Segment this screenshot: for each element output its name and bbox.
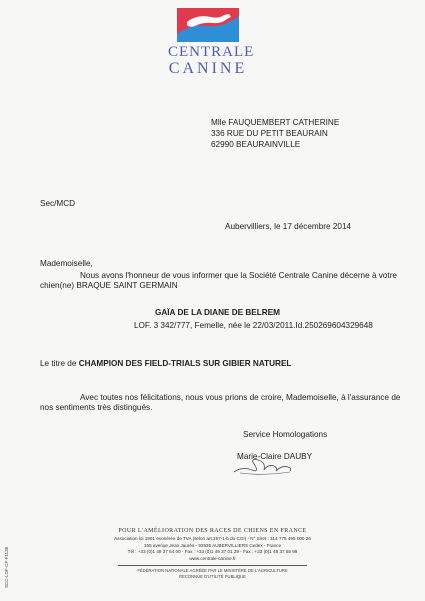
footer-address: 155 avenue Jean Jaurès - 93535 AUBERVILLIERS Cedex - France bbox=[143, 542, 282, 548]
title-line bbox=[40, 359, 291, 369]
salutation: Mademoiselle, bbox=[40, 259, 93, 268]
dog-details: LOF. 3 342/777, Femelle, née le 22/03/2011.Id.250269604329648 bbox=[134, 321, 373, 330]
recipient-street: 336 RUE DU PETIT BEAURAIN bbox=[211, 129, 328, 138]
brand-name-line1: CENTRALE bbox=[168, 44, 255, 60]
recipient-city: 62990 BEAURAINVILLE bbox=[211, 140, 301, 149]
closing-paragraph bbox=[40, 393, 400, 414]
award-title: CHAMPION DES FIELD-TRIALS SUR GIBIER NATUREL bbox=[78, 359, 292, 368]
body-line1: Nous avons l'honneur de vous informer que la Société Centrale Canine décerne à votre bbox=[80, 271, 397, 280]
footer-website: www.centrale-canine.fr bbox=[189, 555, 236, 561]
footer-federation: FÉDÉRATION NATIONALE AGRÉÉE PAR LE MINISTÈRE DE L'AGRICULTURE bbox=[137, 568, 288, 573]
centrale-canine-logo bbox=[168, 8, 255, 77]
recipient-address bbox=[211, 117, 339, 150]
footer-title: POUR L'AMÉLIORATION DES RACES DE CHIENS EN FRANCE bbox=[118, 528, 307, 534]
date-line: Aubervilliers, le 17 décembre 2014 bbox=[225, 222, 352, 231]
title-prefix: Le titre de bbox=[40, 359, 79, 368]
reference-code: Sec/MCD bbox=[40, 199, 76, 208]
footer-phone: Tél : +33 (0)1 49 37 54 00 - Fax : +33 (0)1 49 37 01 29 - Fax : +33 (0)1 49 37 55 99 bbox=[127, 549, 298, 554]
handwritten-signature bbox=[232, 452, 294, 478]
dog-name: GAÏA DE LA DIANE DE BELREM bbox=[155, 308, 280, 317]
closing-line1: Avec toutes nos félicitations, nous vous prions de croire, Mademoiselle, à l'assurance de bbox=[80, 393, 401, 402]
closing-line2: nos sentiments très distingués. bbox=[40, 403, 153, 413]
footer-public-utility: RECONNUE D'UTILITÉ PUBLIQUE bbox=[179, 573, 246, 579]
letter-footer bbox=[100, 528, 325, 579]
brand-name-line2: CANINE bbox=[168, 60, 248, 77]
body-line2: chien(ne) BRAQUE SAINT GERMAIN bbox=[40, 281, 178, 291]
side-reference-code: SCC-LOF-CF-F1138 bbox=[4, 546, 9, 588]
dog-logo-icon bbox=[177, 8, 239, 42]
service-name: Service Homologations bbox=[243, 430, 328, 439]
signer-name: Marie-Claire DAUBY bbox=[237, 452, 313, 461]
body-paragraph bbox=[40, 271, 397, 292]
footer-divider bbox=[118, 565, 307, 566]
recipient-name: Mlle FAUQUEMBERT CATHERINE bbox=[211, 118, 340, 127]
footer-association: Association loi 1901 exonérée de TVA (selon art.267-1-b du CGI) - N° Siret : 314 775 495 000 26 bbox=[114, 536, 311, 541]
